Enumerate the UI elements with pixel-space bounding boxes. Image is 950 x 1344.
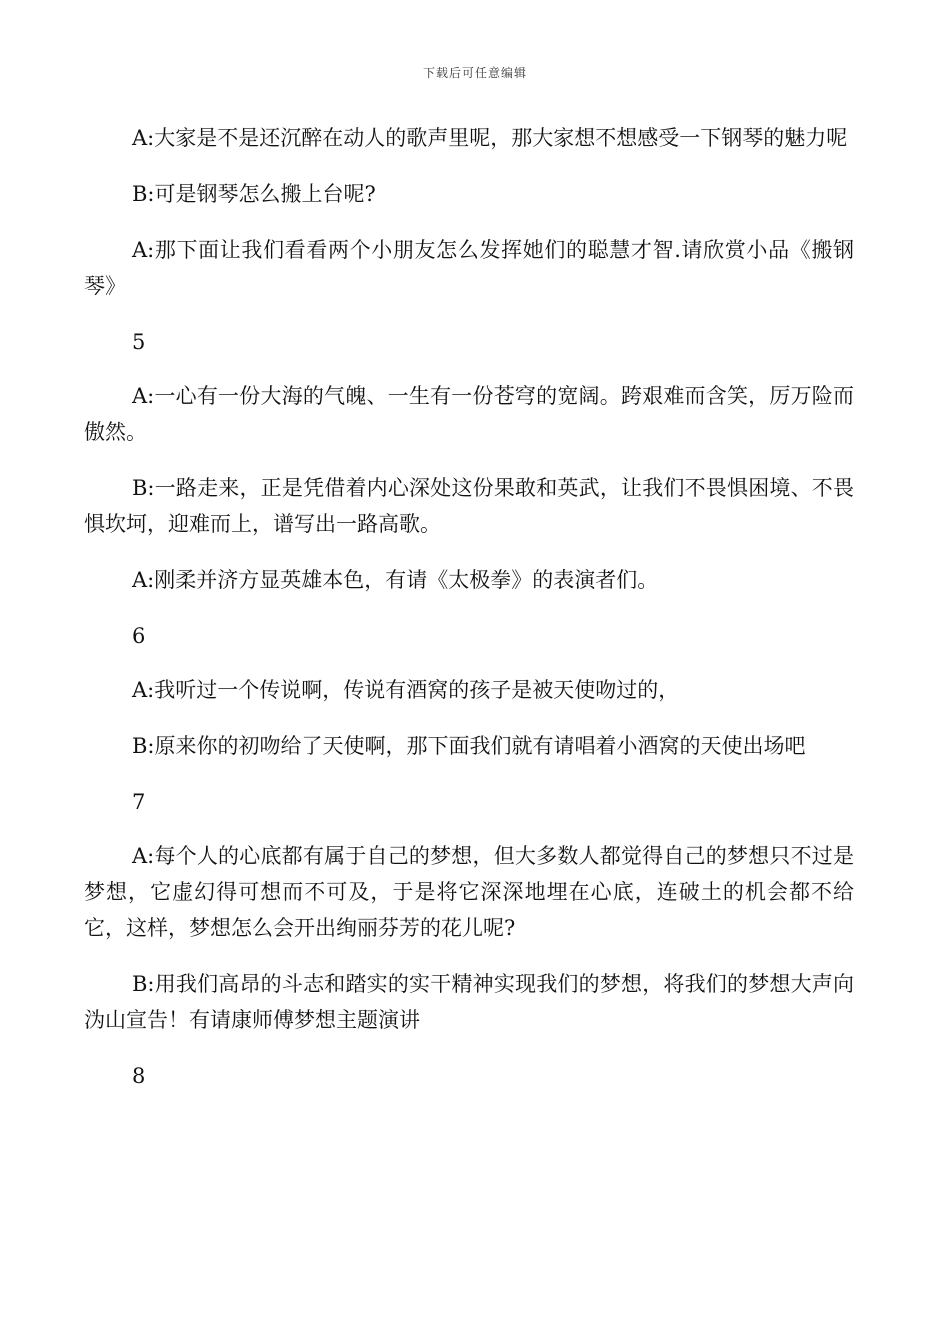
dialogue-line: B:原来你的初吻给了天使啊，那下面我们就有请唱着小酒窝的天使出场吧 [132,734,806,758]
dialogue-line: A:我听过一个传说啊，传说有酒窝的孩子是被天使吻过的， [132,678,680,702]
dialogue-line: B:可是钢琴怎么搬上台呢? [132,182,376,206]
dialogue-line: A:每个人的心底都有属于自己的梦想，但大多数人都觉得自己的梦想只不过是梦想，它虚幻得可想而不可及，于是将它深深地埋在心底，连破土的机会都不给它，这样，梦想怎么会开出绚丽芬芳的花儿呢? [84,844,854,940]
section-number: 6 [132,624,146,648]
dialogue-line: B:一路走来，正是凭借着内心深处这份果敢和英武，让我们不畏惧困境、不畏惧坎坷，迎难而上，谱写出一路高歌。 [84,476,854,536]
page-header: 下载后可任意编辑 [422,66,527,80]
dialogue-line: A:一心有一份大海的气魄、一生有一份苍穹的宽阔。跨艰难而含笑，厉万险而傲然。 [84,384,854,444]
dialogue-line: A:刚柔并济方显英雄本色，有请《太极拳》的表演者们。 [132,568,659,592]
dialogue-line: A:大家是不是还沉醉在动人的歌声里呢，那大家想不想感受一下钢琴的魅力呢 [132,126,848,150]
dialogue-line: B:用我们高昂的斗志和踏实的实干精神实现我们的梦想，将我们的梦想大声向沩山宣告！有请康师傅梦想主题演讲 [84,972,854,1032]
section-number: 8 [132,1064,146,1088]
dialogue-line: A:那下面让我们看看两个小朋友怎么发挥她们的聪慧才智.请欣赏小品《搬钢琴》 [84,238,854,298]
document-body [84,120,854,1112]
section-number: 7 [132,790,146,814]
section-number: 5 [132,330,146,354]
